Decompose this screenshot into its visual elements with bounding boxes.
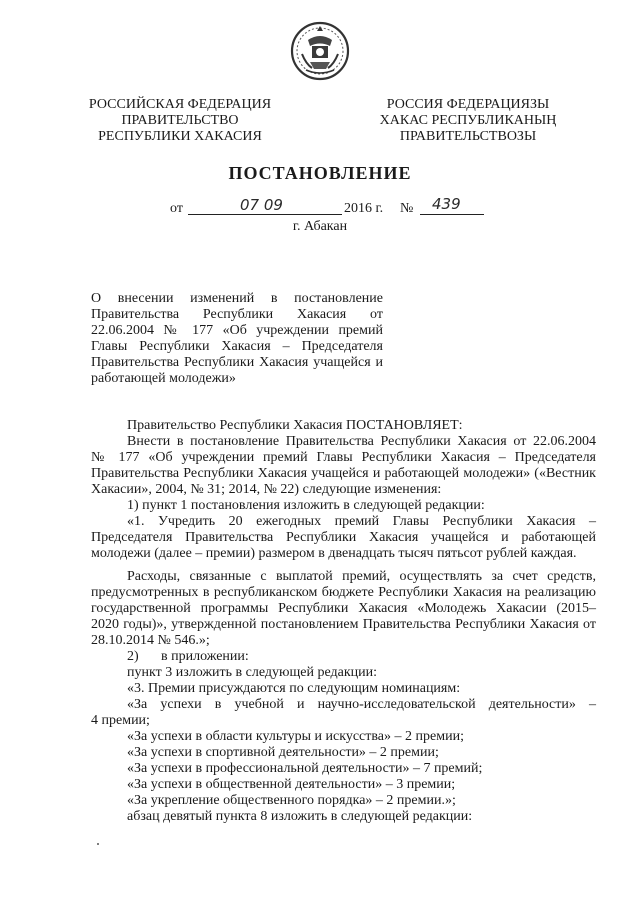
subject-line: О внесении изменений в постановление <box>91 291 383 306</box>
date-number-line <box>170 195 490 219</box>
body-line: предусмотренных в республиканском бюджете Республики Хакасия на реализацию <box>91 585 596 600</box>
document-body <box>91 418 596 825</box>
header-left-line: РОССИЙСКАЯ ФЕДЕРАЦИЯ <box>88 97 272 112</box>
header-left <box>80 97 280 145</box>
header-right-line: ХАКАС РЕСПУБЛИКАНЫҢ <box>379 113 557 128</box>
subject-block <box>91 291 383 387</box>
item-text: в приложении: <box>161 649 249 664</box>
date-prefix: от <box>170 201 183 216</box>
body-line: Хакасии», 2004, № 31; 2014, № 22) следующие изменения: <box>91 482 442 497</box>
handwritten-date: 07 09 <box>240 196 283 214</box>
body-paragraph <box>91 649 596 665</box>
body-line: Расходы, связанные с выплатой премий, осуществлять за счет средств, <box>127 569 596 584</box>
subject-line: Правительства Республики Хакасия учащейся и <box>91 355 383 370</box>
item-number: 2) <box>127 649 139 664</box>
city: г. Абакан <box>292 219 348 234</box>
body-paragraph: «За успехи в профессиональной деятельности» – 7 премий; <box>127 761 483 776</box>
body-paragraph: 1) пункт 1 постановления изложить в следующей редакции: <box>127 498 485 513</box>
number-underline <box>420 214 484 215</box>
subject-line: 22.06.2004 № 177 «Об учреждении премий <box>91 323 383 338</box>
body-paragraph: абзац девятый пункта 8 изложить в следующей редакции: <box>127 809 473 824</box>
body-line: молодежи (далее – премии) размером в двенадцать тысяч пятьсот рублей каждая. <box>91 546 577 561</box>
header-right <box>358 97 578 145</box>
body-line: Внести в постановление Правительства Республики Хакасия от 22.06.2004 <box>127 434 596 449</box>
subject-line: работающей молодежи» <box>91 371 236 386</box>
body-paragraph: «За успехи в общественной деятельности» – 3 премии; <box>127 777 456 792</box>
body-line: Правительства Республики Хакасия учащейся и работающей молодежи» («Вестник <box>91 466 596 481</box>
handwritten-number: 439 <box>432 195 461 213</box>
header-left-line: РЕСПУБЛИКИ ХАКАСИЯ <box>98 129 262 144</box>
body-line: «1. Учредить 20 ежегодных премий Главы Республики Хакасия – <box>127 514 596 529</box>
body-paragraph: пункт 3 изложить в следующей редакции: <box>127 665 377 680</box>
header-left-line: ПРАВИТЕЛЬСТВО <box>121 113 239 128</box>
coat-of-arms-emblem <box>288 18 352 82</box>
body-paragraph: «3. Премии присуждаются по следующим номинациям: <box>127 681 461 696</box>
body-line: № 177 «Об учреждении премий Главы Республики Хакасия – Председателя <box>91 450 596 465</box>
document-title: ПОСТАНОВЛЕНИЕ <box>228 163 412 183</box>
body-line: 4 премии; <box>91 713 150 728</box>
body-line: государственной программы Республики Хакасия «Молодежь Хакасии (2015– <box>91 601 596 616</box>
date-year: 2016 г. <box>344 201 384 216</box>
subject-line: Правительства Республики Хакасия от <box>91 307 383 322</box>
header-right-line: ПРАВИТЕЛЬСТВОЗЫ <box>399 129 537 144</box>
body-line: Председателя Правительства Республики Хакасия учащейся и работающей <box>91 530 596 545</box>
body-line: 28.10.2014 № 546.»; <box>91 633 210 648</box>
number-sign: № <box>400 201 414 216</box>
body-paragraph: «За успехи в спортивной деятельности» – 2 премии; <box>127 745 439 760</box>
body-line: «За успехи в учебной и научно-исследовательской деятельности» – <box>127 697 596 712</box>
body-line: 2020 годы)», утвержденной постановлением Правительства Республики Хакасия от <box>91 617 596 632</box>
scan-speck <box>97 843 99 845</box>
body-paragraph: Правительство Республики Хакасия ПОСТАНОВЛЯЕТ: <box>127 418 463 433</box>
header-right-line: РОССИЯ ФЕДЕРАЦИЯЗЫ <box>386 97 550 112</box>
body-paragraph: «За укрепление общественного порядка» – 2 премии.»; <box>127 793 456 808</box>
subject-line: Главы Республики Хакасия – Председателя <box>91 339 383 354</box>
body-paragraph: «За успехи в области культуры и искусства» – 2 премии; <box>127 729 464 744</box>
date-underline <box>188 214 342 215</box>
